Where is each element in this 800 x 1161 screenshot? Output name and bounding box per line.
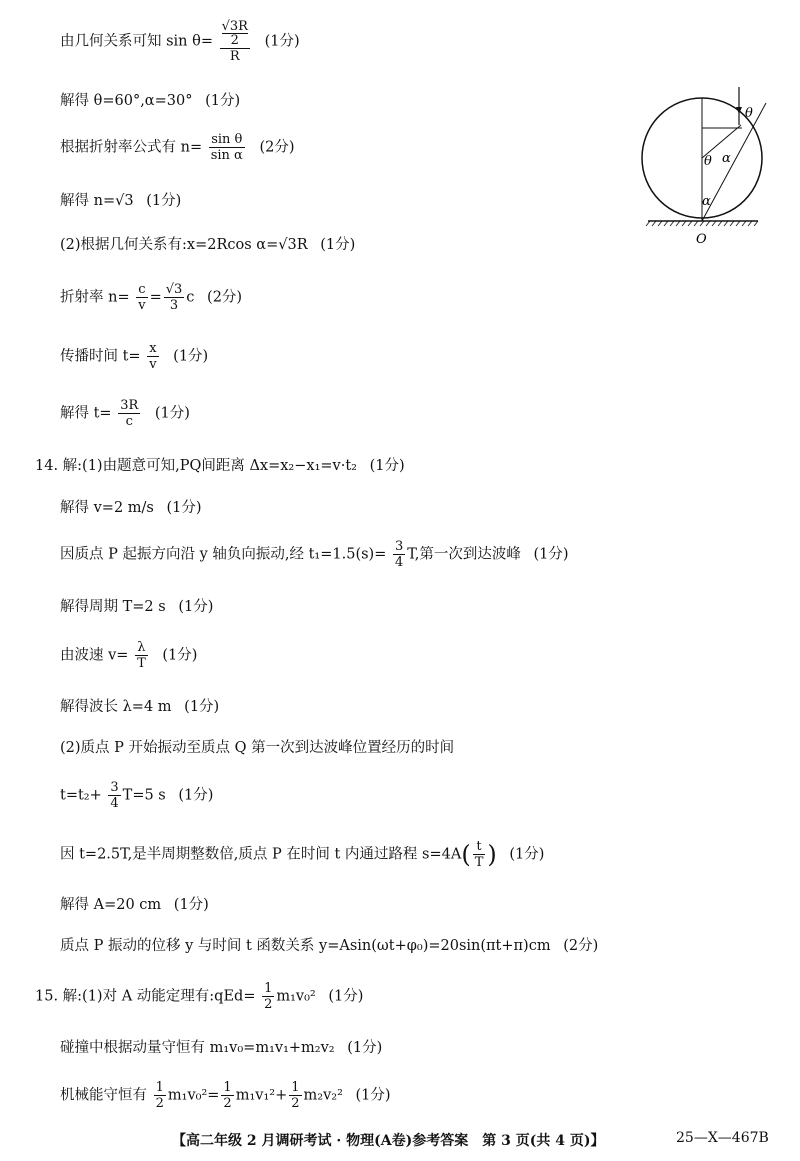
answer-line-6	[60, 283, 242, 312]
line-text: (2)质点 P 开始振动至质点 Q 第一次到达波峰位置经历的时间	[60, 740, 455, 756]
answer-line-21	[60, 1041, 382, 1056]
score: (1分)	[173, 897, 209, 913]
score: (1分)	[347, 1040, 383, 1056]
frac-den: 2	[223, 1096, 232, 1111]
line-text: m₁v₀²=	[167, 1087, 220, 1104]
frac-den: 2	[291, 1096, 300, 1111]
frac-num: x	[147, 342, 158, 357]
score: (1分)	[178, 599, 214, 615]
line-text: 解得周期 T=2 s	[60, 599, 166, 615]
frac-den: 4	[110, 796, 119, 811]
line-text: 碰撞中根据动量守恒有 m₁v₀=m₁v₁+m₂v₂	[60, 1040, 335, 1056]
score: (1分)	[184, 699, 220, 715]
line-text: 解得 n=	[60, 193, 116, 209]
score: (2分)	[563, 938, 599, 954]
line-text: 解得波长 λ=4 m	[60, 699, 172, 715]
answer-line-4	[60, 194, 181, 209]
fraction	[289, 1081, 301, 1110]
answer-line-8	[60, 399, 190, 428]
theta-inner-label: θ	[704, 154, 712, 169]
line-text: 机械能守恒有	[60, 1087, 147, 1104]
frac-num: 1	[264, 981, 273, 996]
origin-label: O	[696, 232, 707, 247]
frac-den: R	[229, 49, 240, 64]
fraction	[164, 283, 185, 312]
line-text: 解得 θ=60°,α=30°	[60, 93, 193, 109]
line-text: (2)根据几何关系有:x=2Rcos α=√3R	[60, 237, 308, 253]
score: (1分)	[355, 1087, 391, 1104]
frac-num: 3	[394, 539, 404, 554]
frac-den: v	[138, 298, 146, 313]
answer-line-5	[60, 238, 355, 253]
score: (1分)	[369, 458, 405, 474]
frac-num: sin θ	[209, 133, 245, 148]
score: (1分)	[320, 237, 356, 253]
score: (1分)	[146, 193, 182, 209]
line-text: 折射率 n=	[60, 289, 130, 306]
frac-den: c	[125, 414, 133, 429]
score: (2分)	[259, 139, 295, 156]
line-text: 质点 P 振动的位移 y 与时间 t 函数关系 y=Asin(ωt+φ₀)=20sin(πt+π)cm	[60, 938, 551, 954]
frac-inner-den: 2	[230, 33, 239, 48]
line-text: 解得 t=	[60, 405, 112, 422]
frac-num: 1	[155, 1080, 164, 1095]
line-text: 因质点 P 起振方向沿 y 轴负向振动,经 t₁=1.5(s)=	[60, 546, 387, 563]
score: (1分)	[264, 33, 300, 50]
answer-line-13	[60, 641, 197, 670]
footer-code: 25—X—467B	[676, 1130, 769, 1146]
fraction	[221, 1081, 233, 1110]
fraction	[135, 641, 148, 670]
answer-line-2	[60, 94, 240, 109]
fraction	[108, 781, 120, 810]
equals: =	[149, 289, 162, 306]
value: √3	[115, 193, 134, 209]
score: (2分)	[207, 289, 243, 306]
frac-den: 2	[155, 1096, 164, 1111]
frac-num: 3R	[120, 398, 139, 413]
score: (1分)	[328, 988, 364, 1005]
fraction	[209, 133, 245, 162]
line-text: 15. 解:(1)对 A 动能定理有:qEd=	[35, 988, 256, 1005]
answer-line-16	[60, 781, 213, 810]
fraction	[220, 20, 250, 63]
answer-line-20	[35, 982, 363, 1011]
line-text: 14. 解:(1)由题意可知,PQ间距离 Δx=x₂−x₁=v·t₂	[35, 458, 357, 474]
frac-den: T	[137, 656, 146, 671]
score: (1分)	[154, 405, 190, 422]
frac-den: 4	[394, 555, 404, 570]
frac-den: T	[474, 855, 484, 870]
line-text: 传播时间 t=	[60, 348, 141, 365]
line-text: 因 t=2.5T,是半周期整数倍,质点 P 在时间 t 内通过路程 s=4A	[60, 846, 462, 863]
alpha-upper-label: α	[722, 151, 731, 166]
score: (1分)	[178, 787, 214, 804]
frac-inner-num: √3R	[221, 19, 248, 34]
fraction	[136, 283, 147, 312]
answer-line-14	[60, 700, 219, 715]
frac-den: sin α	[210, 148, 243, 163]
frac-num: 1	[223, 1080, 232, 1095]
answer-line-10	[60, 501, 202, 516]
fraction	[262, 982, 274, 1011]
theta-top-label: θ	[745, 106, 753, 121]
answer-line-3	[60, 133, 295, 162]
line-text: m₁v₀²	[276, 988, 316, 1005]
line-text: 解得 v=2 m/s	[60, 500, 154, 516]
footer-title: 【高二年级 2 月调研考试 · 物理(A卷)参考答案 第 3 页(共 4 页)】	[172, 1133, 605, 1149]
line-text: 由几何关系可知 sin θ=	[60, 33, 214, 50]
line-text: t=t₂+	[60, 787, 102, 804]
line-text: 解得 A=20 cm	[60, 897, 162, 913]
answer-line-19	[60, 939, 598, 954]
answer-line-12	[60, 600, 213, 615]
frac-num: t	[473, 840, 486, 855]
frac-den: v	[149, 357, 157, 372]
frac-den: 2	[264, 997, 273, 1012]
fraction	[147, 342, 158, 371]
frac-num: c	[136, 283, 147, 298]
line-text: T=5 s	[122, 787, 166, 804]
fraction	[118, 399, 140, 428]
score: (1分)	[205, 93, 241, 109]
answer-line-18	[60, 898, 209, 913]
answer-line-1	[60, 20, 300, 63]
answer-line-22	[60, 1081, 391, 1110]
fraction	[473, 840, 486, 869]
line-text: T,第一次到达波峰	[407, 546, 521, 563]
answer-line-15	[60, 741, 454, 756]
score: (1分)	[162, 647, 198, 664]
fraction	[154, 1081, 166, 1110]
frac-den: 3	[169, 298, 179, 313]
answer-line-7	[60, 342, 208, 371]
line-text: 由波速 v=	[60, 647, 129, 664]
score: (1分)	[533, 546, 569, 563]
answer-line-9	[35, 459, 405, 474]
frac-num: 3	[110, 780, 119, 795]
frac-num: λ	[135, 641, 148, 656]
score: (1分)	[173, 348, 209, 365]
frac-num	[220, 20, 250, 49]
answer-line-17: 因 t=2.5T,是半周期整数倍,质点 P 在时间 t 内通过路程 s=4A( $\frac{t}{T}$ ) (1分)	[60, 839, 545, 870]
line-text: c	[186, 289, 195, 306]
score: (1分)	[166, 500, 202, 516]
line-text: 根据折射率公式有 n=	[60, 139, 203, 156]
refraction-diagram	[640, 85, 790, 255]
fraction	[393, 540, 405, 569]
answer-line-11	[60, 540, 569, 569]
line-text: m₂v₂²	[303, 1087, 343, 1104]
frac-num: √3	[165, 282, 183, 297]
alpha-lower-label: α	[702, 194, 711, 209]
line-text: m₁v₁²+	[235, 1087, 288, 1104]
frac-num: 1	[291, 1080, 300, 1095]
frac-inner	[222, 20, 248, 47]
score: (1分)	[509, 846, 545, 863]
